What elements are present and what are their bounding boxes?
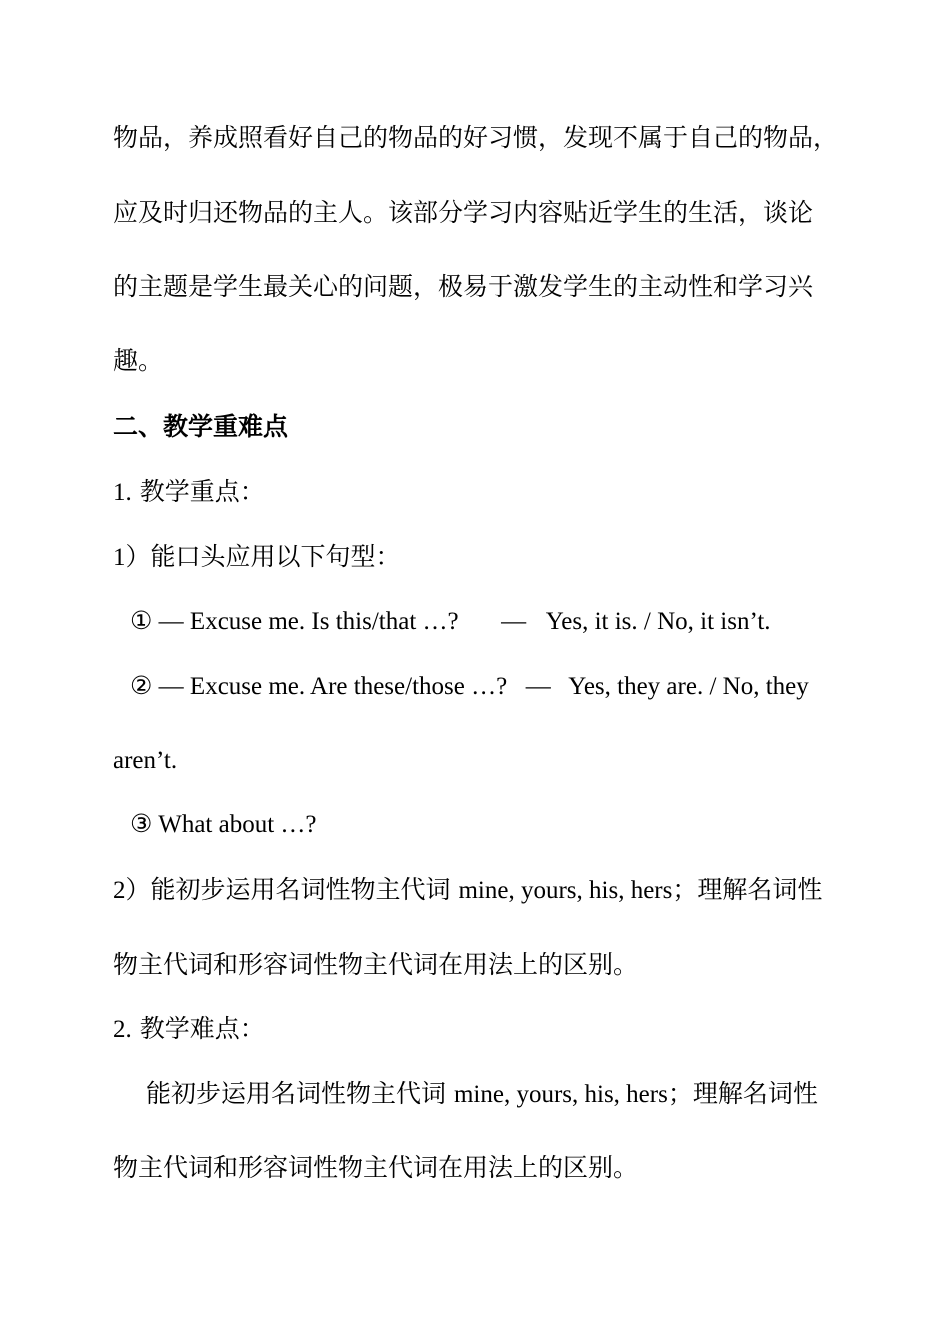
intro-line-2: 应及时归还物品的主人。该部分学习内容贴近学生的生活，谈论 [113, 198, 814, 227]
key-points-number: 1. [113, 479, 132, 506]
pattern-2-answer: Yes, they are. / No, they [568, 673, 809, 700]
item-2-text-a: 能初步运用名词性物主代词 [150, 875, 451, 904]
item-2-line-2: 物主代词和形容词性物主代词在用法上的区别。 [113, 950, 639, 979]
intro-line-4: 趣。 [113, 346, 164, 375]
pattern-2-question: — Excuse me. Are these/those …? [158, 673, 508, 700]
intro-line-3: 的主题是学生最关心的问题，极易于激发学生的主动性和学习兴 [113, 272, 814, 301]
item-1-text: 能口头应用以下句型： [150, 542, 401, 571]
item-2-words: mine, yours, his, hers [458, 877, 673, 904]
pattern-1-question: — Excuse me. Is this/that …? [158, 608, 459, 635]
key-points-label: 教学重点： [139, 477, 265, 506]
item-1-number: 1） [113, 544, 151, 571]
difficult-words: mine, yours, his, hers [453, 1081, 668, 1108]
difficult-points-line-2: 物主代词和形容词性物主代词在用法上的区别。 [113, 1153, 639, 1182]
sentence-pattern-2 [130, 670, 809, 704]
key-point-item-1 [113, 540, 401, 575]
difficult-points-title [113, 1012, 265, 1047]
key-points-title [113, 475, 265, 510]
pattern-3-question: What about …? [158, 811, 317, 838]
key-point-item-2 [113, 873, 822, 908]
item-2-number: 2） [113, 877, 151, 904]
item-2-text-b: ；理解名词性 [672, 875, 823, 904]
difficult-points-label: 教学难点： [139, 1014, 265, 1043]
pattern-2-dash: — [525, 673, 551, 700]
section-heading: 二、教学重难点 [113, 412, 289, 441]
difficult-text-b: ；理解名词性 [667, 1079, 818, 1108]
difficult-points-line-1 [146, 1077, 818, 1112]
pattern-3-mark: ③ [130, 811, 153, 838]
sentence-pattern-3 [130, 808, 317, 842]
pattern-2-continuation: aren’t. [113, 747, 178, 774]
pattern-1-dash: — [501, 608, 527, 635]
pattern-1-answer: Yes, it is. / No, it isn’t. [545, 608, 771, 635]
difficult-points-number: 2. [113, 1016, 132, 1043]
intro-line-1: 物品，养成照看好自己的物品的好习惯，发现不属于自己的物品， [113, 123, 839, 152]
pattern-1-mark: ① [130, 608, 153, 635]
pattern-2-mark: ② [130, 673, 153, 700]
sentence-pattern-1 [130, 605, 771, 639]
difficult-text-a: 能初步运用名词性物主代词 [146, 1079, 447, 1108]
